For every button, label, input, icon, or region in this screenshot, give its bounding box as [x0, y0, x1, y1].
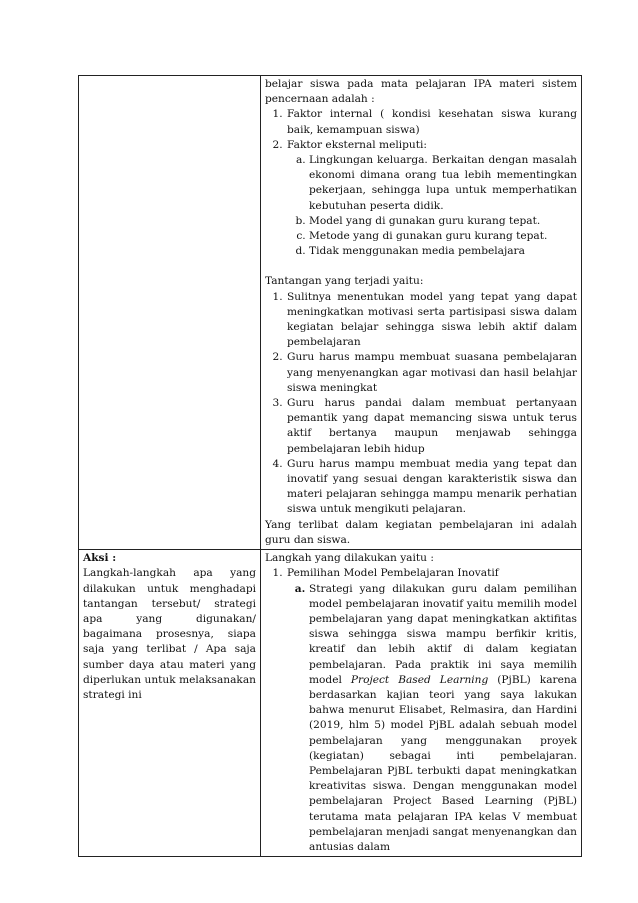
left-cell-empty — [79, 76, 261, 550]
list-item: 3. Guru harus pandai dalam membuat pertanyaan pemantik yang dapat memancing siswa untuk terus aktif bertanya maupun menjawab sehingga pembelajaran lebih hidup — [286, 396, 577, 457]
factor-internal: Faktor internal ( kondisi kesehatan siswa kurang baik, kemampuan siswa) — [287, 108, 577, 136]
list-item: b. Model yang di gunakan guru kurang tepat. — [309, 214, 577, 229]
sub-a-part2: (PjBL) karena berdasarkan kajian teori yang saya lakukan bahwa menurut Elisabet, Relmasira, dan Hardini (2019, hlm 5) model PjBL adalah sebuah model pembelajaran yang menggunakan proyek (kegiatan) sebagai inti pembelajaran. Pembelajaran PjBL terbukti dapat meningkatkan kreativitas siswa. Dengan menggunakan model pembelajaran Project Based Learning (PjBL) terutama mata pelajaran IPA kelas V membuat pembelajaran menjadi sangat menyenangkan dan antusias dalam — [309, 673, 577, 853]
steps-heading: Langkah yang dilakukan yaitu : — [265, 552, 434, 565]
aksi-title: Aksi : — [83, 552, 117, 565]
aksi-prompt: Langkah-langkah apa yang dilakukan untuk menghadapi tantangan tersebut/ strategi apa yang digunakan/ bagaimana prosesnya, siapa saja yang terlibat / Apa saja sumber daya atau materi yang diperlukan untuk melaksanakan strategi ini — [83, 567, 256, 701]
table-row-aksi — [79, 550, 582, 857]
list-item — [309, 582, 577, 856]
step-model-selection: Pemilihan Model Pembelajaran Inovatif — [287, 567, 499, 580]
factor-external: Faktor eksternal meliputi: — [287, 138, 427, 151]
list-item: d. Tidak menggunakan media pembelajara — [309, 244, 577, 259]
challenge-list — [265, 290, 577, 518]
list-item: a. Lingkungan keluarga. Berkaitan dengan masalah ekonomi dimana orang tua lebih mementingkan pekerjaan, sehingga lupa untuk memperhatikan kebutuhan peserta didik. — [309, 153, 577, 214]
intro-text: belajar siswa pada mata pelajaran IPA materi sistem pencernaan adalah : — [265, 78, 577, 106]
involved-text: Yang terlibat dalam kegiatan pembelajaran ini adalah guru dan siswa. — [265, 518, 577, 546]
list-item: c. Metode yang di gunakan guru kurang tepat. — [309, 229, 577, 244]
sub-a-model-name: Project Based Learning — [350, 673, 489, 686]
spacer — [265, 259, 577, 274]
reflection-table — [78, 75, 582, 857]
external-factor-list — [287, 153, 577, 259]
right-cell-steps — [261, 550, 582, 857]
list-item — [286, 566, 577, 855]
list-item — [286, 107, 577, 137]
list-item: 2. Guru harus mampu membuat suasana pembelajaran yang menyenangkan agar motivasi dan hasil belahjar siswa meningkat — [286, 350, 577, 396]
list-item: 1. Sulitnya menentukan model yang tepat yang dapat meningkatkan motivasi serta partisipasi siswa dalam kegiatan belajar sehingga siswa lebih aktif dalam pembelajaran — [286, 290, 577, 351]
right-cell-challenges — [261, 76, 582, 550]
factor-list — [265, 107, 577, 259]
list-item — [286, 138, 577, 260]
steps-list — [265, 566, 577, 855]
challenges-heading: Tantangan yang terjadi yaitu: — [265, 275, 424, 288]
step-sub-list — [287, 582, 577, 856]
list-item: 4. Guru harus mampu membuat media yang tepat dan inovatif yang sesuai dengan karakteristik siswa dan materi pelajaran sehingga mampu menarik perhatian siswa untuk mengikuti pelajaran. — [286, 457, 577, 518]
sub-a-part1: Strategi yang dilakukan guru dalam pemilihan model pembelajaran inovatif yaitu memilih model pembelajaran yang dapat meningkatkan aktifitas siswa sehingga siswa mampu berfikir kritis, kreatif dan lebih aktif di dalam kegiatan pembelajaran. Pada praktik ini saya memilih model — [309, 582, 577, 686]
left-cell-aksi — [79, 550, 261, 857]
table-row-challenges — [79, 76, 582, 550]
